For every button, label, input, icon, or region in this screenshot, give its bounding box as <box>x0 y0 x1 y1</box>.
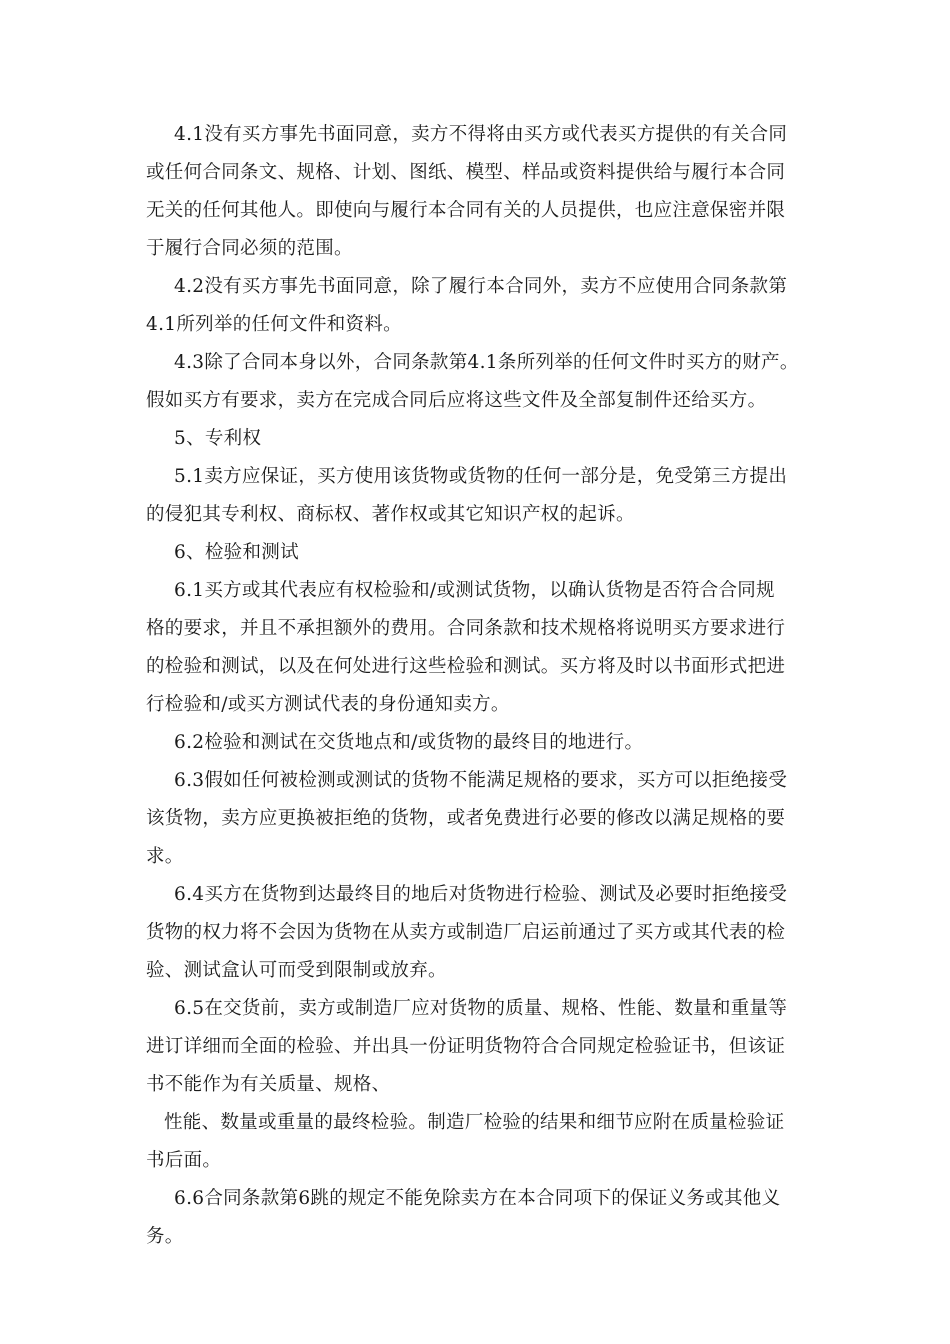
text-line: 6.5在交货前，卖方或制造厂应对货物的质量、规格、性能、数量和重量等 <box>174 998 788 1019</box>
text-line: 6.4买方在货物到达最终目的地后对货物进行检验、测试及必要时拒绝接受 <box>174 884 788 905</box>
text-line: 4.1所列举的任何文件和资料。 <box>146 314 402 335</box>
text-line: 格的要求，并且不承担额外的费用。合同条款和技术规格将说明买方要求进行 <box>146 618 786 639</box>
text-line: 的侵犯其专利权、商标权、著作权或其它知识产权的起诉。 <box>146 504 635 525</box>
text-line: 5.1卖方应保证，买方使用该货物或货物的任何一部分是，免受第三方提出 <box>174 466 788 487</box>
text-line: 的检验和测试，以及在何处进行这些检验和测试。买方将及时以书面形式把进 <box>146 656 786 677</box>
section-heading: 5、专利权 <box>174 428 262 449</box>
text-line: 6.6合同条款第6跳的规定不能免除卖方在本合同项下的保证义务或其他义 <box>174 1188 781 1209</box>
text-line: 该货物，卖方应更换被拒绝的货物，或者免费进行必要的修改以满足规格的要 <box>146 808 786 829</box>
text-line: 务。 <box>146 1226 184 1247</box>
section-heading: 6、检验和测试 <box>174 542 299 563</box>
text-line: 性能、数量或重量的最终检验。制造厂检验的结果和细节应附在质量检验证 <box>164 1112 785 1133</box>
text-line: 6.1买方或其代表应有权检验和/或测试货物，以确认货物是否符合合同规 <box>174 580 775 601</box>
text-line: 书不能作为有关质量、规格、 <box>146 1074 391 1095</box>
text-line: 求。 <box>146 846 184 867</box>
text-line: 4.1没有买方事先书面同意，卖方不得将由买方或代表买方提供的有关合同 <box>174 124 788 145</box>
text-line: 书后面。 <box>146 1150 222 1171</box>
text-line: 进订详细而全面的检验、并出具一份证明货物符合合同规定检验证书，但该证 <box>146 1036 786 1057</box>
text-line: 4.2没有买方事先书面同意，除了履行本合同外，卖方不应使用合同条款第 <box>174 276 788 297</box>
text-line: 4.3除了合同本身以外，合同条款第4.1条所列举的任何文件时买方的财产。 <box>174 352 799 373</box>
text-line: 或任何合同条文、规格、计划、图纸、模型、样品或资料提供给与履行本合同 <box>146 162 786 183</box>
text-line: 行检验和/或买方测试代表的身份通知卖方。 <box>146 694 510 715</box>
text-line: 验、测试盒认可而受到限制或放弃。 <box>146 960 447 981</box>
text-line: 于履行合同必须的范围。 <box>146 238 353 259</box>
text-line: 无关的任何其他人。即使向与履行本合同有关的人员提供，也应注意保密并限 <box>146 200 786 221</box>
text-line: 货物的权力将不会因为货物在从卖方或制造厂启运前通过了买方或其代表的检 <box>146 922 786 943</box>
text-line: 6.2检验和测试在交货地点和/或货物的最终目的地进行。 <box>174 732 644 753</box>
text-line: 假如买方有要求，卖方在完成合同后应将这些文件及全部复制件还给买方。 <box>146 390 767 411</box>
text-line: 6.3假如任何被检测或测试的货物不能满足规格的要求，买方可以拒绝接受 <box>174 770 788 791</box>
